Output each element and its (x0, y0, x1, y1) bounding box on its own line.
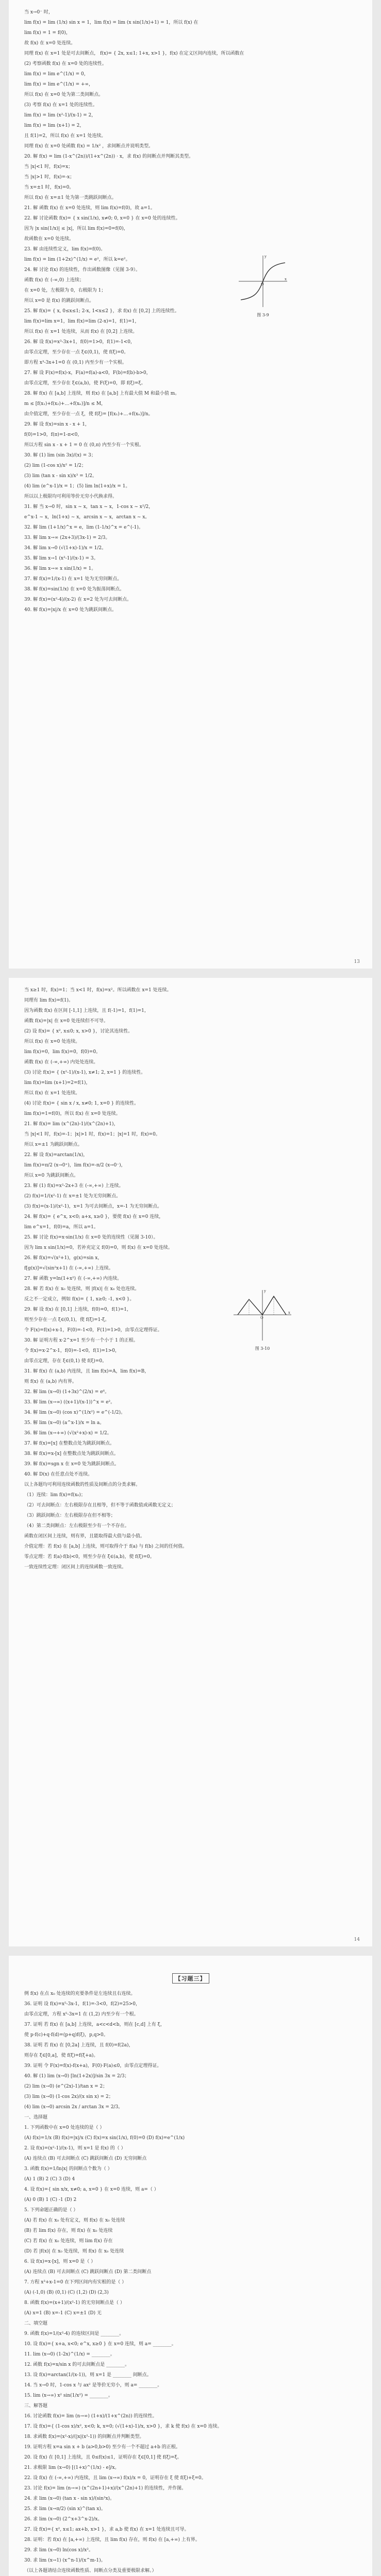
text-line: 38. 解 f(x)=x-[x] 在整数点处为跳跃间断点。 (24, 1451, 119, 1456)
text-line: 27. 解 函数 y=ln(1+x²) 在 (-∞,+∞) 内连续。 (24, 1276, 122, 1281)
text-line: (2) f(x)=1/(x²-1) 在 x=±1 处为无穷间断点。 (24, 1194, 121, 1199)
text-line: 5. 下列命题正确的是（ ） (24, 2208, 78, 2213)
text-line: 34. 解 lim (x→0) (cos x)^(1/x²) = e^(-1/2)。 (24, 1410, 126, 1415)
text-line: 当 x→0⁻ 时， (24, 10, 53, 15)
text-line: 40. 解 f(x)=|x|/x 在 x=0 处为跳跃间断点。 (24, 607, 117, 613)
text-line: (4) 讨论 f(x)= { sin x / x, x≠0; 1, x=0 } 的连续性。 (24, 1101, 139, 1106)
text-line: (B) 若 lim f(x) 存在，则 f(x) 在 x₀ 处连续 (24, 2228, 113, 2233)
text-line: lim f(x)=1=f(0)，所以 f(x) 在 x=0 处连续。 (24, 1111, 121, 1116)
text-line: 一致连续性定理：闭区间上的连续函数一致连续。 (24, 1565, 127, 1570)
text-line: 11. lim (x→0) (1-2x)^(1/x) = ________。 (24, 2352, 115, 2357)
text-line: 因为函数 f(x) 在区间 [-1,1] 上连续，且 f(-1)=1，f(1)=1， (24, 1008, 149, 1013)
text-line: 由零点定理，至少存在一点 ξ∈(0,1)，使 f(ξ)=0。 (24, 350, 129, 355)
text-line: 31. 解 当 x→0 时，sin x ~ x，tan x ~ x，1-cos x ~ x²/2， (24, 504, 154, 510)
text-line: 29. 求 lim (x→0) ln(cos x)/x²。 (24, 2548, 93, 2553)
text-line: 25. 解 讨论 f(x)=x·sin(1/x) 在 x=0 处的连续性（见图 3-10）。 (24, 1235, 158, 1240)
text-line: 34. 解 lim x→0 (√(1+x)-1)/x = 1/2。 (24, 546, 107, 551)
text-line: (A) 连续点 (B) 可去间断点 (C) 跳跃间断点 (D) 无穷间断点 (24, 2156, 147, 2161)
figure-3-10 (229, 1285, 295, 1351)
text-line: lim f(x) = 1 = f(0)， (24, 30, 71, 36)
text-line: 33. 解 lim x→∞ (2x+3)/(3x-1) = 2/3。 (24, 535, 110, 540)
text-line: 函数 f(x)=|x| 在 x=0 处连续但不可导。 (24, 1019, 108, 1024)
text-line: 所以 x=0 为跳跃间断点。 (24, 1173, 79, 1178)
text-line: (3) lim (tan x - sin x)/x³ = 1/2。 (24, 473, 97, 479)
text-line: lim f(x) = lim (x+1) = 2， (24, 123, 85, 128)
text-line: 介值定理：若 f(x) 在 [a,b] 上连续，则可取得介于 f(a) 与 f(b) 之间的任何值。 (24, 1544, 188, 1549)
text-line: 故函数在 x=0 处连续。 (24, 236, 74, 242)
text-line: 由介值定理，至少存在一点 ξ，使 f(ξ)= [f(x₁)+…+f(xₙ)]/n。 (24, 412, 153, 417)
text-line: 二、填空题 (24, 2321, 48, 2326)
text-line: (A) 连续点 (B) 可去间断点 (C) 跳跃间断点 (D) 第二类间断点 (24, 2269, 152, 2275)
text-line: e^x-1 ~ x，ln(1+x) ~ x，arcsin x ~ x，arctan x ~ x。 (24, 515, 150, 520)
text-line: 23. 解 由连续性定义，lim f(x)=f(0)。 (24, 247, 106, 252)
text-line: 则 f(x) 在 (a,b) 内有界。 (24, 1379, 77, 1384)
text-line: 由零点定理，存在 ξ∈(0,1) 使 f(ξ)=0。 (24, 1359, 107, 1364)
text-line: 当 |x|>1 时，f(x)=-x； (24, 175, 75, 180)
text-line: 30. 解 证明方程 x·2^x=1 至少有一个小于 1 的正根。 (24, 1338, 138, 1343)
text-line: 20. 设 f(x) 在 [0,1] 上连续，且 0≤f(x)≤1，证明存在 ξ∈[0,1] 使 f(ξ)=ξ。 (24, 2455, 182, 2460)
text-line: lim f(x) = lim (x²-1)/(x-1) = 2， (24, 113, 96, 118)
section-title: 【习题三】 (24, 1973, 357, 1984)
text-line: 26. 解 设 f(x)=x³-3x+1，f(0)=1>0，f(1)=-1<0， (24, 340, 135, 345)
text-line: 24. 解 讨论 f(x) 的连续性，作出函数图像（见图 3-9）。 (24, 267, 141, 273)
text-line: 30. 解 (1) lim (sin 3x)/(x) = 3； (24, 453, 96, 458)
text-line: 所以 f(x) 在 x=±1 处为第一类跳跃间断点。 (24, 195, 117, 200)
text-line: 零点定理：若 f(a)·f(b)<0，则至少存在 ξ∈(a,b)，使 f(ξ)=0。 (24, 1554, 155, 1560)
text-line: 26. 解 f(x)=√(x²+1)，g(x)=sin x， (24, 1256, 103, 1261)
text-line: (C) 若 f(x) 在 x₀ 处连续，则 lim f(x) 存在 (24, 2239, 113, 2244)
text-line: 36. 解 lim (x→+∞) (√(x²+x)-x) = 1/2。 (24, 1431, 112, 1436)
text-line: 1. 下列函数中在 x=0 处连续的是（ ） (24, 2125, 105, 2130)
text-line: lim f(x)=0，lim f(x)=0，f(0)=0。 (24, 1049, 101, 1055)
text-line: 29. 解 设 f(x)=sin x - x + 1， (24, 422, 90, 427)
text-line: (3) f(x)=(x-1)/(x²-1)，x=1 为可去间断点，x=-1 为无穷间断点。 (24, 1204, 162, 1209)
page-number: 14 (354, 1937, 360, 1942)
text-line: (4) lim (e^x-1)/x = 1；(5) lim ln(1+x)/x = 1。 (24, 484, 130, 489)
answer-page-2 (9, 978, 372, 1946)
text-line: 17. 设 f(x)={ (1-cos x)/x², x<0; k, x=0; (√(1+x)-1)/x, x>0 }，求 k 使 f(x) 在 x=0 连续。 (24, 2424, 222, 2429)
text-line: lim f(x)=lim x=1，lim f(x)=lim (2-x)=1，f(1)=1， (24, 319, 140, 324)
text-line: m ≤ [f(x₁)+f(x₂)+…+f(xₙ)]/n ≤ M， (24, 401, 106, 406)
text-line: 3. 函数 f(x)=1/ln|x| 的间断点个数为（ ） (24, 2166, 112, 2172)
text-line: 以上各题均可利用连续函数的性质及间断点的分类求解。 (24, 1482, 141, 1487)
text-line: 24. 解 f(x)= { e^x, x<0; a+x, x≥0 }，要使 f(x) 在 x=0 连续， (24, 1214, 164, 1219)
text-line: 36. 解 lim x→∞ x sin(1/x) = 1。 (24, 566, 96, 571)
text-line: 使 p·f(c)+q·f(d)=(p+q)f(ξ)，p,q>0。 (24, 2032, 108, 2038)
text-line: 40. 解 (1) lim (x→0) [ln(1+2x)]/sin 3x = 2/3； (24, 2074, 129, 2079)
text-line: 故 f(x) 在 x=0 处连续。 (24, 41, 76, 46)
text-line: f(0)=1>0，f(π)=1-π<0， (24, 432, 82, 437)
text-line: 21. 求极限 lim (x→0) [(1+x)^(1/x) - e]/x。 (24, 2465, 120, 2470)
text-line: 40. 解 D(x) 在任意点处不连续。 (24, 1472, 93, 1477)
text-line: lim e^x=1，f(0)=a，所以 a=1。 (24, 1225, 98, 1230)
text-line: 37. 解 f(x)=[x] 在整数点处为跳跃间断点。 (24, 1441, 114, 1446)
answer-page-1 (9, 0, 372, 969)
text-line: 6. 设 f(x)=x·[x]，则 x=0 是（ ） (24, 2259, 96, 2264)
text-line: 所以 x=0 是 f(x) 的跳跃间断点。 (24, 298, 94, 303)
text-line: 22. 解 设 f(x)=arctan(1/x)， (24, 1153, 88, 1158)
text-line: 32. 解 lim (x→0) (1+3x)^(2/x) = e⁶。 (24, 1389, 110, 1395)
text-line: 10. 设 f(x)={ x+a, x<0; e^x, x≥0 } 在 x=0 连续，则 a= ________。 (24, 2342, 176, 2347)
text-line: 当 x=±1 时，f(x)=0。 (24, 185, 74, 190)
figure-3-10-caption: 图 3-10 (255, 1346, 270, 1351)
text-line: 26. 求 lim (x→0) (2^x+3^x-2)/x。 (24, 2517, 103, 2522)
text-line: (2) lim (1-cos x)/x² = 1/2； (24, 463, 87, 468)
text-line: （1）连续：lim f(x)=f(x₀)； (24, 1493, 86, 1498)
text-line: 所以 x=±1 为跳跃间断点。 (24, 1142, 82, 1147)
text-line: 函数在闭区间上连续，则有界，且能取得最大值与最小值。 (24, 1534, 145, 1539)
text-line: 当 |x|<1 时，f(x)=x； (24, 164, 73, 170)
text-line: 当 x≥1 时，f(x)=1；当 x<1 时，f(x)=x²。所以函数在 x=1 处连续。 (24, 988, 172, 993)
text-line: 由零点定理，至少存在 ξ∈(a,b)，使 F(ξ)=0，即 f(ξ)=ξ。 (24, 381, 146, 386)
page-number: 13 (354, 959, 360, 964)
text-line: 28. 证明：若 f(x) 在 [a,+∞) 上连续，且 lim f(x) 存在，则 f(x) 在 [a,+∞) 上有界。 (24, 2537, 200, 2543)
text-line: 一、选择题 (24, 2115, 48, 2120)
text-line: f[g(x)]=√(sin²x+1) 在 (-∞,+∞) 上连续。 (24, 1266, 113, 1271)
text-line: 38. 证明 若 f(x) 在 [0,2a] 上连续，且 f(0)=f(2a)， (24, 2043, 134, 2048)
text-line: 29. 解 设 f(x) 在 [0,1] 上连续，f(0)=0，f(1)=1， (24, 1307, 131, 1312)
text-line: 20. 解 f(x) = lim (1-x^(2n))/(1+x^(2n)) · x，求 f(x) 的间断点并判断其类型。 (24, 154, 194, 159)
page2-content (24, 985, 357, 1572)
text-line: lim f(x) = lim (1/x) sin x = 1，lim f(x) = lim (x sin(1/x)+1) = 1，所以 f(x) 在 (24, 20, 198, 25)
text-line: 所以 f(x) 在 x=1 处连续。 (24, 1091, 80, 1096)
text-line: (2) 设 f(x)= { x², x≤0; x, x>0 }，讨论其连续性。 (24, 1029, 133, 1034)
text-line: lim f(x)=π/2 (x→0⁺)，lim f(x)=-π/2 (x→0⁻)， (24, 1163, 126, 1168)
text-line: 当 |x|<1 时，f(x)=-1；|x|>1 时，f(x)=1；|x|=1 时，f(x)=0。 (24, 1132, 160, 1137)
text-line: 39. 解 f(x)=(x²-4)/(x-2) 在 x=2 处为可去间断点。 (24, 597, 132, 602)
text-line: 例 f(x) 在点 x₀ 处连续的充要条件是左连续且右连续。 (24, 1991, 136, 1996)
text-line: 12. 函数 f(x)=x/sin x 的可去间断点是 ________。 (24, 2362, 130, 2367)
text-line: 30. 求 lim (x→1) (x^n-1)/(x^m-1)。 (24, 2558, 106, 2563)
text-line: 在 x=0 处，左极限为 0，右极限为 1； (24, 288, 106, 293)
text-line: (A) (-1,0) (B) (0,1) (C) (1,2) (D) (2,3) (24, 2290, 109, 2295)
text-line: 且 f(1)=2，所以 f(x) 在 x=1 处连续。 (24, 133, 106, 139)
text-line: 9. 函数 f(x)=1/(x²-4) 的连续区间是 ________。 (24, 2331, 124, 2336)
text-line: (3) 讨论 f(x)= { (x²-1)/(x-1), x≠1; 2, x=1 } 的连续性。 (24, 1070, 146, 1075)
text-line: (D) 若 |f(x)| 在 x₀ 处连续，则 f(x) 在 x₀ 处连续 (24, 2249, 124, 2254)
text-line: 函数 f(x) 在 (-∞,0) 上连续； (24, 278, 85, 283)
text-line: 15. lim (x→∞) x² sin(1/x²) = ________。 (24, 2393, 113, 2398)
text-line: 22. 设 f(x) 在 (-∞,+∞) 内连续，且 lim (x→∞) f(x)/x = 0，证明存在 ξ 使 f(ξ)+ξ=0。 (24, 2476, 206, 2481)
text-line: 令 f(x)=x·2^x-1，f(0)=-1<0，f(1)=1>0， (24, 1348, 120, 1353)
text-line: 25. 解 f(x)= { x, 0≤x≤1; 2-x, 1<x≤2 }，求 f(x) 在 [0,2] 上的连续性。 (24, 309, 179, 314)
text-line: 31. 解 f(x) 在 (a,b) 内连续，且 lim f(x)=A，lim f(x)=B， (24, 1369, 150, 1374)
svg-text:x: x (285, 277, 287, 281)
text-line: 反之不一定成立，例如 f(x)= { 1, x≥0; -1, x<0 }。 (24, 1297, 135, 1302)
text-line: 23. 讨论 f(x)= lim (n→∞) (x^(2n+1)+x)/(x^(2n)+1) 的连续性，并作图。 (24, 2486, 187, 2491)
text-line: 32. 解 lim (1+1/x)^x = e，lim (1-1/x)^x = e^(-1)。 (24, 525, 143, 530)
text-line: （2）可去间断点：左右极限存在且相等，但不等于函数值或函数无定义； (24, 1503, 176, 1508)
text-line: 16. 讨论函数 f(x)= lim (n→∞) (1+x)/(1+x^(2n)) 的连续性。 (24, 2414, 157, 2419)
text-line: 三、解答题 (24, 2403, 48, 2409)
text-line: 27. 解 设 F(x)=f(x)-x，F(a)=f(a)-a<0，F(b)=f(b)-b>0， (24, 370, 151, 376)
text-line: 则存在 ξ∈[0,a]，使 f(ξ)=f(ξ+a)。 (24, 2053, 98, 2058)
text-line: (A) 若 f(x) 在 x₀ 处有定义，则 f(x) 在 x₀ 处连续 (24, 2218, 125, 2223)
page1-content (24, 7, 357, 615)
text-line: 28. 解 f(x) 在 [a,b] 上连续，则 f(x) 在 [a,b] 上有最大值 M 和最小值 m。 (24, 391, 180, 396)
text-line: 27. 设 f(x)={ x², x≤1; ax+b, x>1 }，求 a,b 使 f(x) 在 x=1 处连续且可导。 (24, 2527, 189, 2532)
text-line: （4）第二类间断点：左右极限至少有一个不存在。 (24, 1523, 129, 1529)
text-line: 13. 设 f(x)=arctan(1/(x-1))，则 x=1 是 ________ 间断点。 (24, 2372, 152, 2378)
text-line: (A) f(x)=1/x (B) f(x)=|x|/x (C) f(x)=x sin(1/x), f(0)=0 (D) f(x)=e^(1/x) (24, 2136, 185, 2141)
text-line: (4) lim (x→0) arcsin 2x / arctan 3x = 2/3。 (24, 2105, 123, 2110)
answer-page-3 (9, 1956, 372, 2576)
svg-text:x: x (288, 1311, 290, 1315)
text-line: 所以方程 sin x - x + 1 = 0 在 (0,π) 内至少有一个实根。 (24, 443, 144, 448)
svg-text:y: y (264, 1289, 266, 1293)
text-line: 7. 方程 x³+x-1=0 在下列区间内有实根的是（ ） (24, 2280, 127, 2285)
text-line: 14. 当 x→0 时，1-cos x 与 ax² 是等价无穷小，则 a= ________。 (24, 2383, 162, 2388)
text-line: lim f(x) = lim (1+2x)^(1/x) = e²，所以 k=e²。 (24, 257, 130, 262)
text-line: （以上各题请结合连续函数性质、间断点分类及重要极限求解。） (24, 2568, 157, 2573)
figure-3-9 (235, 250, 291, 318)
text-line: 24. 求 lim (x→0) (tan x - sin x)/(sin³x)。 (24, 2496, 115, 2501)
svg-text:O: O (261, 282, 264, 286)
text-line: 37. 解 f(x)=1/(x-1) 在 x=1 处为无穷间断点。 (24, 577, 122, 582)
text-line: 22. 解 讨论函数 f(x)= { x sin(1/x), x≠0; 0, x=0 } 在 x=0 处的连续性。 (24, 216, 180, 221)
text-line: 因为 |x sin(1/x)| ≤ |x|，所以 lim f(x)=0=f(0)， (24, 226, 128, 231)
text-line: (A) 0 (B) 1 (C) -1 (D) 2 (24, 2197, 77, 2202)
page3-content (24, 1989, 357, 2576)
text-line: 即方程 x³-3x+1=0 在 (0,1) 内至少有一个实根。 (24, 360, 127, 365)
text-line: 同理 f(x) 在 x=0 处函数 f(x) = 1/x² ，求间断点并说明类型。 (24, 144, 154, 149)
text-line: 38. 解 f(x)=sin(1/x) 在 x=0 处为振荡间断点。 (24, 587, 125, 592)
text-line: 所以 f(x) 在 x=0 处为第二类间断点。 (24, 92, 104, 97)
text-line: 39. 解 f(x)=sgn x 在 x=0 处为跳跃间断点。 (24, 1462, 120, 1467)
text-line: 则至少存在一点 ξ∈(0,1)，使 f(ξ)=1-ξ。 (24, 1317, 110, 1323)
text-line: lim f(x)=lim (x+1)=2=f(1)， (24, 1080, 91, 1086)
text-line: (A) 1 (B) 2 (C) 3 (D) 4 (24, 2177, 75, 2182)
text-line: 35. 解 lim x→1 (x³-1)/(x-1) = 3。 (24, 556, 98, 561)
text-line: lim f(x) = lim e^(1/x) = +∞， (24, 82, 94, 87)
text-line: 同理有 lim f(x)=f(1)。 (24, 998, 74, 1003)
text-line: (3) lim (x→0) (1-cos 2x)/(x sin x) = 2； (24, 2094, 113, 2099)
text-line: 21. 解 f(x)= lim (x^(2n)-1)/(x^(2n)+1)， (24, 1122, 119, 1127)
text-line: 所以 f(x) 在 x=0 处连续。 (24, 1039, 80, 1044)
text-line: 33. 解 lim (x→∞) ((x+1)/(x-1))^x = e²。 (24, 1400, 115, 1405)
text-line: 由零点定理，方程 x⁵-3x=1 在 (1,2) 内至少有一个根。 (24, 2012, 139, 2017)
text-line: lim f(x) = lim e^(1/x) = 0， (24, 72, 89, 77)
text-line: 28. 解 若 f(x) 在 x₀ 处连续，则 |f(x)| 在 x₀ 处也连续。 (24, 1286, 140, 1292)
text-line: 函数 f(x) 在 (-∞,+∞) 内处处连续。 (24, 1060, 98, 1065)
text-line: 同理 f(x) 在 x=1 处是可去间断点， f(x)= { 2x, x≤1; 1+x, x>1 }，f(x) 在定义区间内连续，所以函数在 (24, 51, 244, 56)
svg-text:O: O (260, 1316, 263, 1320)
text-line: 19. 证明方程 x=a sin x + b (a>0,b>0) 至少有一个不超过 a+b 的正根。 (24, 2445, 180, 2450)
text-line: (2) lim (x→0) (e^(2x)-1)/tan x = 2； (24, 2084, 108, 2089)
text-line: (3) 考察 f(x) 在 x=1 处的连续性。 (24, 103, 97, 108)
text-line: 25. 求 lim (x→π/2) (sin x)^(tan x)。 (24, 2506, 106, 2512)
svg-text:y: y (264, 255, 267, 259)
text-line: 23. 解 (1) f(x)=x²-2x+3 在 (-∞,+∞) 上连续。 (24, 1183, 124, 1189)
text-line: （3）跳跃间断点：左右极限存在但不相等； (24, 1513, 115, 1518)
text-line: (A) x=1 (B) x=-1 (C) x=±1 (D) 无 (24, 2311, 102, 2316)
text-line: 36. 证明 设 f(x)=x⁵-3x-1，f(1)=-3<0，f(2)=25>0， (24, 2002, 140, 2007)
text-line: 2. 设 f(x)=(x²-1)/(x-1)，则 x=1 是 f(x) 的（ ） (24, 2146, 126, 2151)
text-line: 所以 f(x) 在 x=1 处连续，从而 f(x) 在 [0,2] 上连续。 (24, 329, 138, 334)
text-line: 所以以上极限均可利用等价无穷小代换求得。 (24, 494, 118, 499)
text-line: 37. 证明 若 f(x) 在 [a,b] 上连续，a<c<d<b，则在 [c,d] 上有 ξ， (24, 2022, 165, 2027)
text-line: 8. 函数 f(x)=(x+1)/(x²-1) 的无穷间断点是（ ） (24, 2300, 125, 2306)
text-line: 因为 lim x sin(1/x)=0，若补充定义 f(0)=0，则 f(x) 在 x=0 处连续。 (24, 1245, 173, 1250)
text-line: (2) 考察函数 f(x) 在 x=0 处的连续性。 (24, 61, 107, 66)
text-line: 令 F(x)=f(x)+x-1，F(0)=-1<0，F(1)=1>0，由零点定理得证。 (24, 1328, 162, 1333)
text-line: 39. 证明 令 F(x)=f(x)-f(x+a)，F(0)·F(a)≤0，由零点定理得证。 (24, 2063, 162, 2069)
text-line: 4. 设 f(x)={ sin x/x, x≠0; a, x=0 } 在 x=0 连续，则 a=（ ） (24, 2187, 159, 2192)
text-line: 35. 解 lim (x→0) (a^x-1)/x = ln a。 (24, 1420, 105, 1426)
text-line: 21. 解 函数 f(x) 在 x=0 处连续，则 lim f(x)=f(0)，故 a=1。 (24, 206, 155, 211)
figure-3-9-caption: 图 3-9 (257, 313, 269, 317)
text-line: 18. 求函数 f(x)=(x²-x)/(|x|(x²-1)) 的间断点并判断类型。 (24, 2434, 144, 2439)
